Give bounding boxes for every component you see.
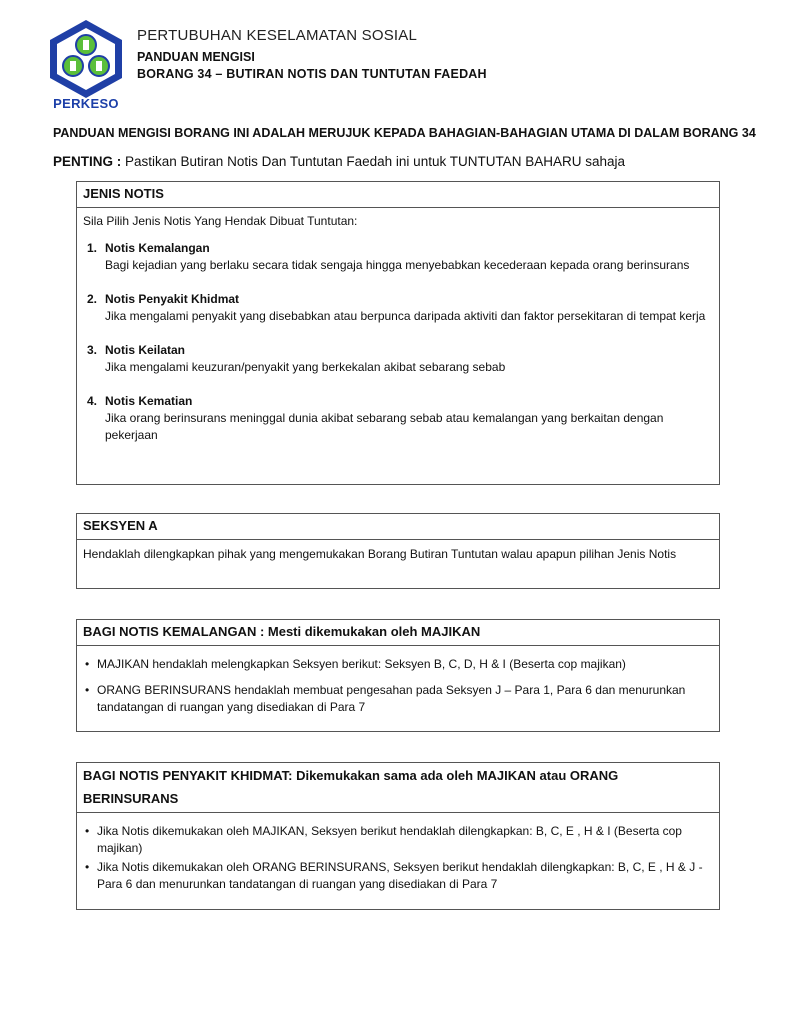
section-heading: JENIS NOTIS: [77, 182, 719, 208]
item-title: Notis Penyakit Khidmat: [105, 292, 240, 306]
section-notis-penyakit-khidmat: [76, 762, 720, 910]
section-notis-kemalangan: [76, 619, 720, 732]
item-title: Notis Kematian: [105, 394, 193, 408]
notis-list: [83, 240, 713, 444]
section-jenis-notis: [76, 181, 720, 485]
bullet-icon: •: [85, 860, 90, 874]
section-body: [77, 208, 719, 465]
organization-name: PERTUBUHAN KESELAMATAN SOSIAL: [137, 27, 418, 44]
section-heading: BAGI NOTIS KEMALANGAN : Mesti dikemukakan oleh MAJIKAN: [77, 620, 719, 646]
list-item: [83, 682, 713, 716]
list-item: [83, 240, 713, 274]
document-title: BORANG 34 – BUTIRAN NOTIS DAN TUNTUTAN FAEDAH: [137, 67, 487, 81]
section-heading: BAGI NOTIS PENYAKIT KHIDMAT: Dikemukakan sama ada oleh MAJIKAN atau ORANG BERINSURANS: [77, 763, 719, 813]
intro-text: PANDUAN MENGISI BORANG INI ADALAH MERUJUK KEPADA BAHAGIAN-BAHAGIAN UTAMA DI DALAM BORANG 34: [53, 126, 756, 140]
section-body: [77, 813, 719, 899]
section-text: Hendaklah dilengkapkan pihak yang mengemukakan Borang Butiran Tuntutan walau apapun pilihan Jenis Notis: [83, 547, 677, 561]
bullet-list: [83, 823, 713, 893]
document-subtitle: PANDUAN MENGISI: [137, 50, 255, 64]
perkeso-logo: [46, 18, 126, 114]
bullet-icon: •: [85, 657, 90, 671]
list-item: [83, 393, 713, 444]
item-title: Notis Kemalangan: [105, 241, 210, 255]
list-item: [83, 291, 713, 325]
item-number: 2.: [87, 292, 98, 306]
bullet-text: MAJIKAN hendaklah melengkapkan Seksyen berikut: Seksyen B, C, D, H & I (Beserta cop majikan): [97, 657, 626, 671]
item-description: Jika orang berinsurans meninggal dunia akibat sebarang sebab atau kemalangan yang berkaitan dengan pekerjaan: [105, 411, 664, 442]
bullet-text: Jika Notis dikemukakan oleh ORANG BERINSURANS, Seksyen berikut hendaklah dilengkapkan: B, C, E , H & J - Para 6 dan menurunkan tandatangan di ruangan yang disediakan di Para 7: [97, 860, 703, 891]
item-number: 4.: [87, 394, 98, 408]
section-body: [77, 646, 719, 729]
perkeso-logo-icon: [46, 18, 126, 98]
item-description: Bagi kejadian yang berlaku secara tidak sengaja hingga menyebabkan kecederaan kepada orang berinsurans: [105, 258, 690, 272]
bullet-text: Jika Notis dikemukakan oleh MAJIKAN, Seksyen berikut hendaklah dilengkapkan: B, C, E , H & I (Beserta cop majikan): [97, 824, 682, 855]
bullet-text: ORANG BERINSURANS hendaklah membuat pengesahan pada Seksyen J – Para 1, Para 6 dan menurunkan tandatangan di ruangan yang disediakan di Para 7: [97, 683, 686, 714]
penting-note: [53, 154, 625, 169]
section-heading: SEKSYEN A: [77, 514, 719, 540]
logo-text: PERKESO: [53, 96, 119, 111]
item-title: Notis Keilatan: [105, 343, 186, 357]
bullet-icon: •: [85, 824, 90, 838]
bullet-list: [83, 656, 713, 716]
bullet-icon: •: [85, 683, 90, 697]
section-seksyen-a: [76, 513, 720, 589]
list-item: [83, 342, 713, 376]
list-item: [83, 823, 713, 857]
list-item: [83, 656, 713, 673]
list-item: [83, 859, 713, 893]
penting-label: PENTING :: [53, 154, 122, 169]
item-number: 1.: [87, 241, 98, 255]
item-description: Jika mengalami keuzuran/penyakit yang berkekalan akibat sebarang sebab: [105, 360, 506, 374]
item-description: Jika mengalami penyakit yang disebabkan atau berpunca daripada aktiviti dan faktor persekitaran di tempat kerja: [105, 309, 706, 323]
item-number: 3.: [87, 343, 98, 357]
penting-text: Pastikan Butiran Notis Dan Tuntutan Faedah ini untuk TUNTUTAN BAHARU sahaja: [121, 154, 625, 169]
jenis-intro: Sila Pilih Jenis Notis Yang Hendak Dibuat Tuntutan:: [83, 214, 358, 228]
